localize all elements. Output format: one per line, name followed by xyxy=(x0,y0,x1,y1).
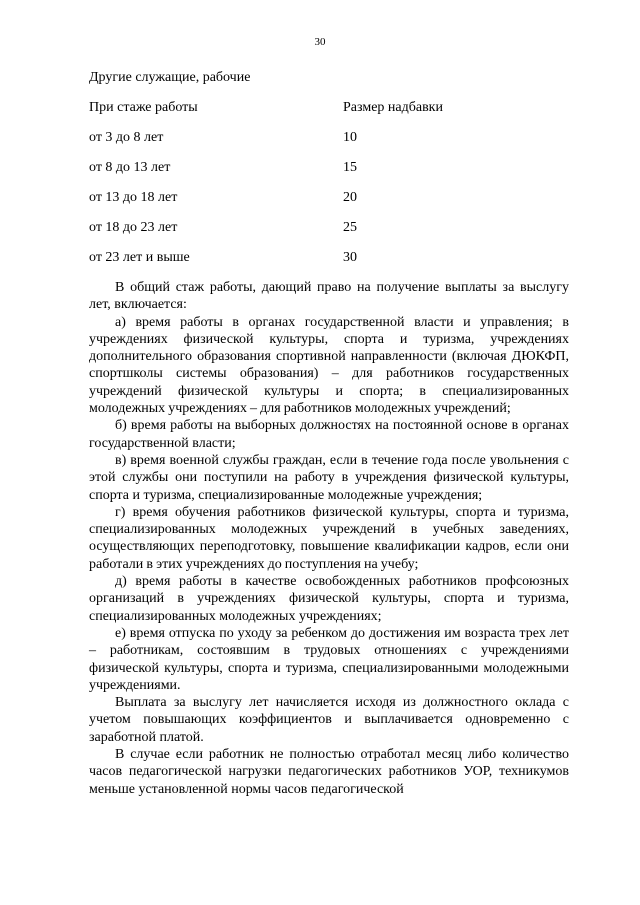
section-heading: Другие служащие, рабочие xyxy=(89,70,251,85)
paragraph-item-a: а) время работы в органах государственной власти и управления; в учреждениях физической культуры, спорта и туризма, учреждениях дополнительного образования спортивной направленности (включая ДЮКФП, спортшколы системы образования) – для работников государственных учреждений физической культуры и спорта; в специализированных молодежных учреждениях – для работников молодежных учреждений; xyxy=(89,314,569,417)
paragraph-item-e: е) время отпуска по уходу за ребенком до достижения им возраста трех лет – работникам, состоявшим в трудовых отношениях с учреждениями физической культуры, спорта и туризма, специализированными молодежными учреждениями. xyxy=(89,625,569,693)
value-cell: 10 xyxy=(343,130,357,145)
period-cell: от 8 до 13 лет xyxy=(89,160,171,175)
period-cell: от 13 до 18 лет xyxy=(89,190,178,205)
paragraph-item-d: д) время работы в качестве освобожденных работников профсоюзных организаций в учреждениях физической культуры, спорта и туризма, специализированных молодежных учреждениях; xyxy=(89,574,569,624)
header-work-experience: При стаже работы xyxy=(89,100,198,115)
table-row xyxy=(89,190,569,220)
value-cell: 30 xyxy=(343,250,357,265)
paragraph-item-g: г) время обучения работников физической культуры, спорта и туризма, специализированных молодежных учреждений в учебных заведениях, осуществляющих переподготовку, повышение квалификации кадров, если они работали в этих учреждениях до поступления на учебу; xyxy=(89,504,569,572)
value-cell: 20 xyxy=(343,190,357,205)
paragraph-item-b: б) время работы на выборных должностях на постоянной основе в органах государственной власти; xyxy=(89,418,569,451)
paragraph-item-v: в) время военной службы граждан, если в течение года после увольнения с этой службы они поступили на работу в учреждения физической культуры, спорта и туризма, специализированные молодежные учреждения; xyxy=(89,452,569,503)
value-cell: 15 xyxy=(343,160,357,175)
value-cell: 25 xyxy=(343,220,357,235)
table-row xyxy=(89,220,569,250)
page-number: 30 xyxy=(314,36,326,48)
paragraph-payment: Выплата за выслугу лет начисляется исходя из должностного оклада с учетом повышающих коэффициентов и выплачивается одновременно с заработной платой. xyxy=(89,695,569,745)
header-allowance-size: Размер надбавки xyxy=(343,100,443,115)
table-row xyxy=(89,250,569,280)
period-cell: от 18 до 23 лет xyxy=(89,220,178,235)
period-cell: от 3 до 8 лет xyxy=(89,130,164,145)
allowance-table xyxy=(89,100,569,280)
paragraph-partial-month: В случае если работник не полностью отработал месяц либо количество часов педагогической нагрузки педагогических работников УОР, техникумов меньше установленной нормы часов педагогической xyxy=(89,747,569,797)
paragraph-intro: В общий стаж работы, дающий право на получение выплаты за выслугу лет, включается: xyxy=(89,280,569,313)
document-body xyxy=(89,279,569,798)
table-row xyxy=(89,160,569,190)
table-header-row xyxy=(89,100,569,130)
table-row xyxy=(89,130,569,160)
period-cell: от 23 лет и выше xyxy=(89,250,190,265)
